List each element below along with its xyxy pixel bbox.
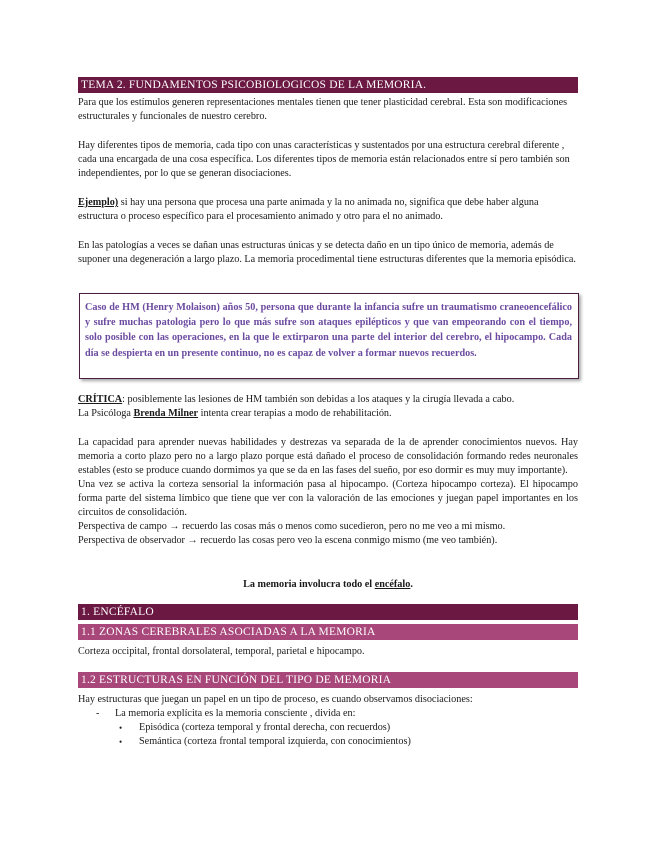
list-item-episodica: • Episódica (corteza temporal y frontal derecha, con recuerdos) [78,721,578,735]
critica-label: CRÍTICA [78,394,123,405]
paragraph-plasticidad [78,96,578,124]
paragraph-tipos-memoria [78,139,578,181]
section-heading-zonas: 1.1 ZONAS CEREBRALES ASOCIADAS A LA MEMORIA [78,624,578,640]
brenda-milner-name: Brenda Milner [133,408,199,419]
perspectiva-campo: Perspectiva de campo → recuerdo las cosas más o menos como sucedieron, pero no me veo a mi mismo. [78,521,506,532]
paragraph-patologias [78,239,578,267]
statement-period: . [410,579,413,590]
critica-text: : posiblemente las lesiones de HM también son debidas a los ataques y la cirugía llevada a cabo. [122,394,515,405]
paragraph-text: En las patologías a veces se dañan unas estructuras únicas y se detecta daño en un tipo único de memoria, además de suponer una degeneración a largo plazo. La memoria procedimental tiene estructuras diferentes que la memoria episódica. [78,240,576,265]
psicologa-pre: La Psicóloga [78,408,134,419]
case-hm-text: Caso de HM (Henry Molaison) años 50, persona que durante la infancia sufre un traumatismo craneoencefálico y sufre muchas patologia pero lo que más sufre son ataques epilépticos y que van empeorando con el tiempo, solo posible con las operaciones, en la que le extirparon una parte del interior del cerebro, el hipocampo. Cada día se despierta en un presente continuo, no es capaz de volver a formar nuevos recuerdos. [85,302,572,359]
estructuras-list [78,693,578,749]
ejemplo-label: Ejemplo) [78,197,119,208]
statement-underlined: encéfalo [374,579,411,590]
paragraph-text: Corteza occipital, frontal dorsolateral, temporal, parietal e hipocampo. [78,646,365,657]
estructuras-intro: Hay estructuras que juegan un papel en un tipo de proceso, es cuando observamos disociaciones: [78,694,473,705]
section-heading-estructuras: 1.2 ESTRUCTURAS EN FUNCIÓN DEL TIPO DE MEMORIA [78,672,578,688]
paragraph-text: Hay diferentes tipos de memoria, cada tipo con unas características y sustentados por una estructura cerebral diferente , cada una encargada de una cosa específica. Los diferentes tipos de memoria están relacionados entre sí pero también son independientes, por lo que se generan disociaciones. [78,140,570,179]
case-hm-box [79,293,579,379]
psicologa-post: intenta crear terapias a modo de rehabilitación. [198,408,392,419]
statement-text: La memoria involucra todo el [243,579,375,590]
section-heading-tema-2: TEMA 2. FUNDAMENTOS PSICOBIOLOGICOS DE LA MEMORIA. [78,77,578,93]
section-heading-encefalo: 1. ENCÉFALO [78,604,578,620]
paragraph-ejemplo [78,196,578,224]
paragraph-text: Una vez se activa la corteza sensorial la información pasa al hipocampo. (Corteza hipocampo corteza). El hipocampo forma parte del sistema límbico que tiene que ver con la valoración de las emociones y juegan papel importantes en los circuitos de consolidación. [78,479,578,518]
list-item-semantica: • Semántica (corteza frontal temporal izquierda, con conocimientos) [78,735,578,749]
paragraph-capacidad [78,436,578,548]
perspectiva-observador: Perspectiva de observador → recuerdo las cosas pero veo la escena conmigo mismo (me veo también). [78,535,498,546]
paragraph-zonas [78,645,578,659]
paragraph-critica [78,393,578,421]
memoria-encefalo-statement [78,578,578,592]
paragraph-text: Para que los estímulos generen representaciones mentales tienen que tener plasticidad cerebral. Esta son modificaciones estructurales y funcionales de nuestro cerebro. [78,97,568,122]
ejemplo-text: si hay una persona que procesa una parte animada y la no animada no, significa que debe haber alguna estructura o proceso específico para el procesamiento animado y otro para el no animado. [78,197,539,222]
list-item-explicita: - La memoria explícita es la memoria consciente , divida en: [78,707,578,721]
paragraph-text: La capacidad para aprender nuevas habilidades y destrezas va separada de la de aprender conocimientos nuevos. Hay memoria a corto plazo pero no a largo plazo porque está dañado el proceso de consolidación formando redes neuronales estables (esto se produce cuando dormimos ya que se da en las fases del sueño, por eso dormir es muy muy importante). [78,437,578,476]
